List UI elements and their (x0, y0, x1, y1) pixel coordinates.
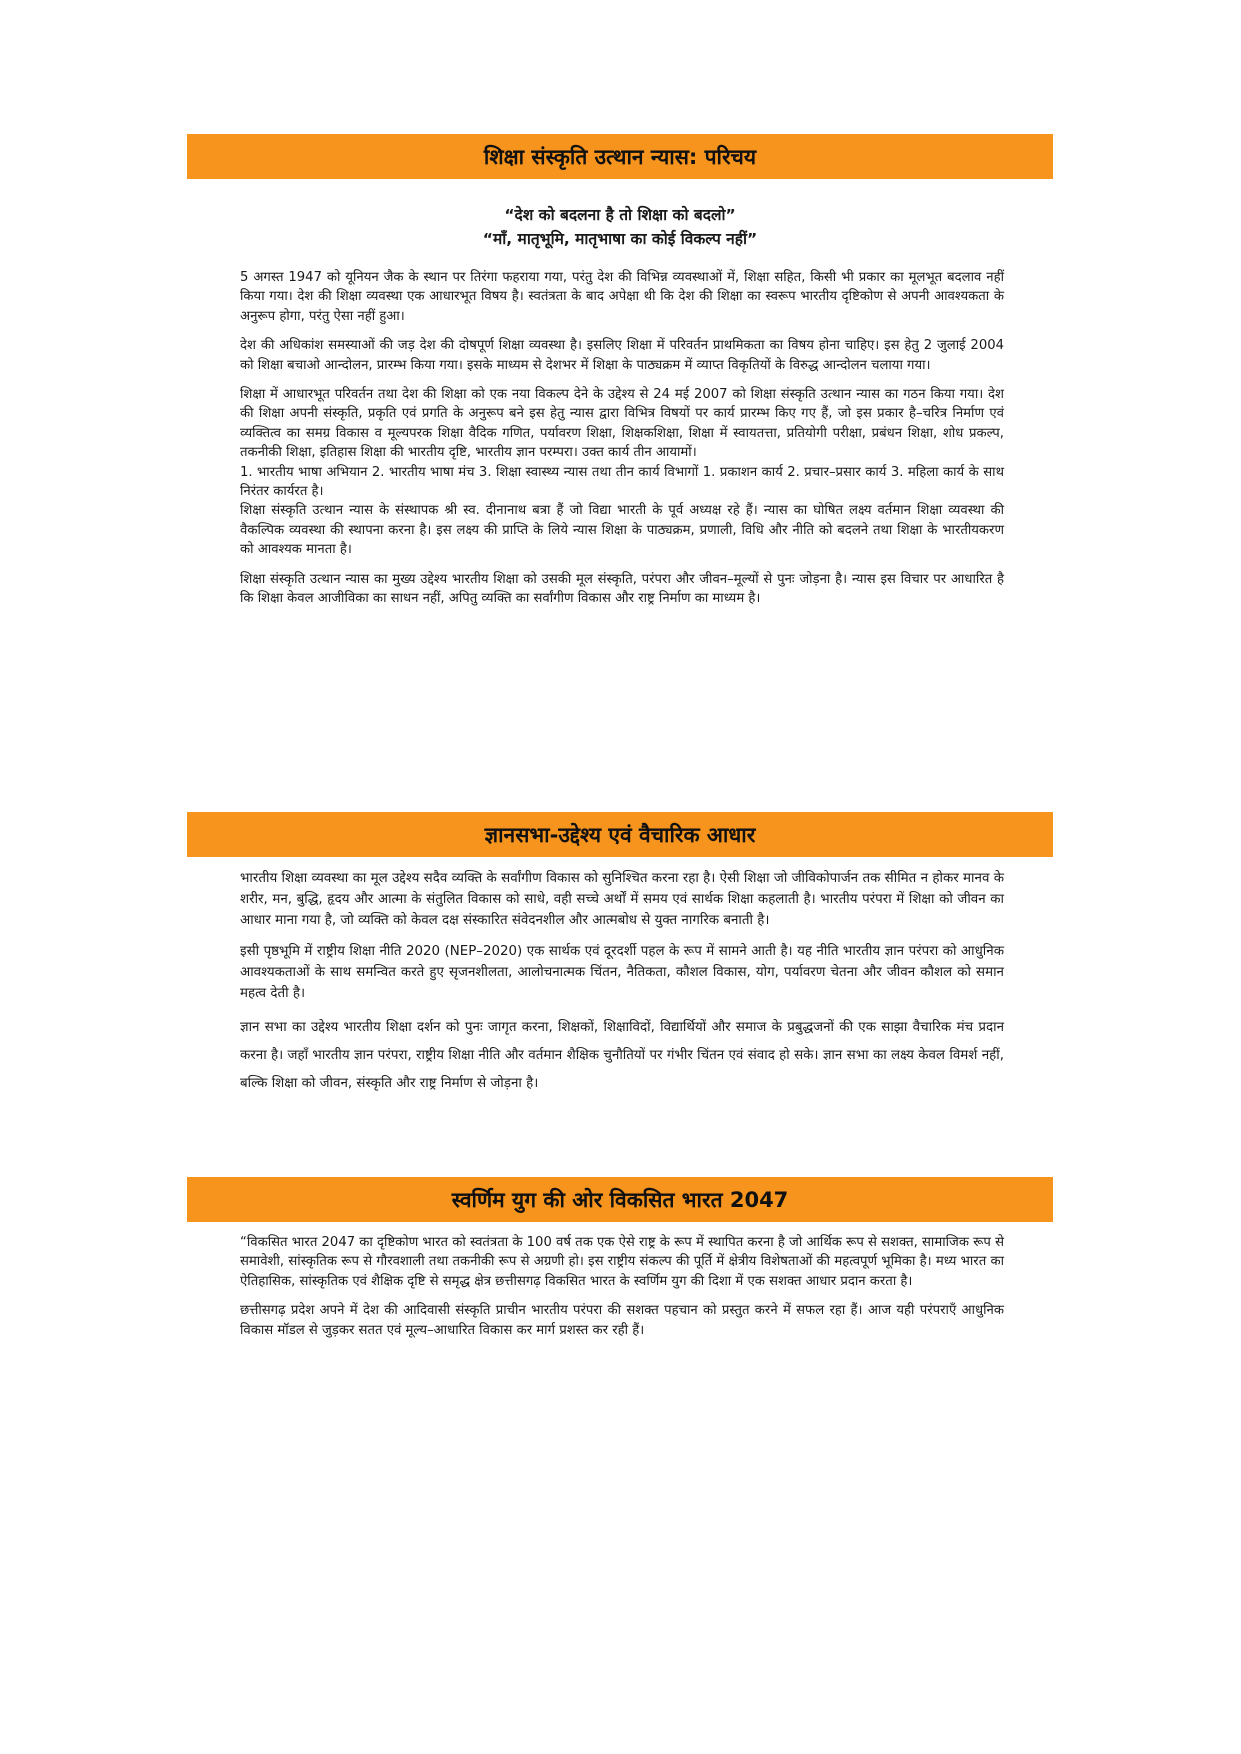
paragraph: छत्तीसगढ़ प्रदेश अपने में देश की आदिवासी संस्कृति प्राचीन भारतीय परंपरा की सशक्त पहचान को प्रस्तुत करने में सफल रहा हैं। आज यही परंपराएँ आधुनिक विकास मॉडल से जुड़कर सतत एवं मूल्य–आधारित विकास कर मार्ग प्रशस्त कर रही हैं। (240, 1303, 1004, 1338)
paragraph: “विकसित भारत 2047 का दृष्टिकोण भारत को स्वतंत्रता के 100 वर्ष तक एक ऐसे राष्ट्र के रूप में स्थापित करना है जो आर्थिक रूप से सशक्त, सामाजिक रूप से समावेशी, सांस्कृतिक रूप से गौरवशाली तथा तकनीकी रूप से अग्रणी हो। इस राष्ट्रीय संकल्प की पूर्ति में क्षेत्रीय विशेषताओं की महत्वपूर्ण भूमिका है। मध्य भारत का ऐतिहासिक, सांस्कृतिक एवं शैक्षिक दृष्टि से समृद्ध क्षेत्र छत्तीसगढ़ विकसित भारत के स्वर्णिम युग की दिशा में एक सशक्त आधार प्रदान करता है। (240, 1235, 1004, 1289)
paragraph: 5 अगस्त 1947 को यूनियन जैक के स्थान पर तिरंगा फहराया गया, परंतु देश की विभिन्न व्यवस्थाओं में, शिक्षा सहित, किसी भी प्रकार का मूलभूत बदलाव नहीं किया गया। देश की शिक्षा व्यवस्था एक आधारभूत विषय है। स्वतंत्रता के बाद अपेक्षा थी कि देश की शिक्षा का स्वरूप भारतीय दृष्टिकोण से अपनी आवश्यकता के अनुरूप होगा, परंतु ऐसा नहीं हुआ। (240, 270, 1004, 324)
section-banner-gyansabha (187, 812, 1053, 857)
paragraph: इसी पृष्ठभूमि में राष्ट्रीय शिक्षा नीति 2020 (NEP–2020) एक सार्थक एवं दूरदर्शी पहल के रूप में सामने आती है। यह नीति भारतीय ज्ञान परंपरा को आधुनिक आवश्यकताओं के साथ समन्वित करते हुए सृजनशीलता, आलोचनात्मक चिंतन, नैतिकता, कौशल विकास, योग, पर्यावरण चेतना और जीवन कौशल को समान महत्व देती है। (240, 944, 1004, 1001)
paragraph: शिक्षा संस्कृति उत्थान न्यास का मुख्य उद्देश्य भारतीय शिक्षा को उसकी मूल संस्कृति, परंपरा और जीवन–मूल्यों से पुनः जोड़ना है। न्यास इस विचार पर आधारित है कि शिक्षा केवल आजीविका का साधन नहीं, अपितु व्यक्ति का सर्वांगीण विकास और राष्ट्र निर्माण का माध्यम है। (240, 571, 1004, 607)
paragraph: देश की अधिकांश समस्याओं की जड़ देश की दोषपूर्ण शिक्षा व्यवस्था है। इसलिए शिक्षा में परिवर्तन प्राथमिकता का विषय होना चाहिए। इस हेतु 2 जुलाई 2004 को शिक्षा बचाओ आन्दोलन, प्रारम्भ किया गया। इसके माध्यम से देशभर में शिक्षा के पाठ्यक्रम में व्याप्त विकृतियों के विरुद्ध आन्दोलन चलाया गया। (240, 338, 1004, 373)
paragraph: 1. भारतीय भाषा अभियान 2. भारतीय भाषा मंच 3. शिक्षा स्वास्थ्य न्यास तथा तीन कार्य विभागों 1. प्रकाशन कार्य 2. प्रचार–प्रसार कार्य 3. महिला कार्य के साथ निरंतर कार्यरत है। (240, 464, 1004, 500)
quote-line: “देश को बदलना है तो शिक्षा को बदलो” (504, 206, 736, 224)
section-banner-introduction (187, 134, 1053, 179)
paragraph: शिक्षा संस्कृति उत्थान न्यास के संस्थापक श्री स्व. दीनानाथ बत्रा हैं जो विद्या भारती के पूर्व अध्यक्ष रहे हैं। न्यास का घोषित लक्ष्य वर्तमान शिक्षा व्यवस्था की वैकल्पिक व्यवस्था की स्थापना करना है। इस लक्ष्य की प्राप्ति के लिये न्यास शिक्षा के पाठ्यक्रम, प्रणाली, विधि और नीति को बदलने तथा शिक्षा के भारतीयकरण को आवश्यक मानता है। (240, 503, 1004, 558)
paragraph: ज्ञान सभा का उद्देश्य भारतीय शिक्षा दर्शन को पुनः जागृत करना, शिक्षकों, शिक्षाविदों, विद्यार्थियों और समाज के प्रबुद्धजनों की एक साझा वैचारिक मंच प्रदान करना है। जहाँ भारतीय ज्ञान परंपरा, राष्ट्रीय शिक्षा नीति और वर्तमान शैक्षिक चुनौतियों पर गंभीर चिंतन एवं संवाद हो सके। ज्ञान सभा का लक्ष्य केवल विमर्श नहीं, बल्कि शिक्षा को जीवन, संस्कृति और राष्ट्र निर्माण से जोड़ना है। (240, 1020, 1004, 1091)
section-heading: शिक्षा संस्कृति उत्थान न्यास: परिचय (483, 144, 757, 169)
paragraph: भारतीय शिक्षा व्यवस्था का मूल उद्देश्य सदैव व्यक्ति के सर्वांगीण विकास को सुनिश्चित करना रहा है। ऐसी शिक्षा जो जीविकोपार्जन तक सीमित न होकर मानव के शरीर, मन, बुद्धि, हृदय और आत्मा के संतुलित विकास को साधे, वही सच्चे अर्थों में समय एवं सार्थक शिक्षा कहलाती है। भारतीय परंपरा में शिक्षा को जीवन का आधार माना गया है, जो व्यक्ति को केवल दक्ष संस्कारित संवेदनशील और आत्मबोध से युक्त नागरिक बनाती है। (240, 871, 1004, 928)
motto-quotes (187, 203, 1053, 251)
section-viksit-bharat-body (240, 1233, 1004, 1350)
section-introduction-body (240, 268, 1004, 619)
section-heading: ज्ञानसभा-उद्देश्य एवं वैचारिक आधार (484, 822, 756, 847)
section-banner-viksit-bharat (187, 1177, 1053, 1222)
section-gyansabha-body (240, 868, 1004, 1108)
section-heading: स्वर्णिम युग की ओर विकसित भारत 2047 (451, 1187, 789, 1212)
paragraph: शिक्षा में आधारभूत परिवर्तन तथा देश की शिक्षा को एक नया विकल्प देने के उद्देश्य से 24 मई 2007 को शिक्षा संस्कृति उत्थान न्यास का गठन किया गया। देश की शिक्षा अपनी संस्कृति, प्रकृति एवं प्रगति के अनुरूप बने इस हेतु न्यास द्वारा विभित्र विषयों पर कार्य प्रारम्भ किए गए हैं, जो इस प्रकार है–चरित्र निर्माण एवं व्यक्तित्व का समग्र विकास व मूल्यपरक शिक्षा वैदिक गणित, पर्यावरण शिक्षा, शिक्षकशिक्षा, शिक्षा में स्वायतत्ता, प्रतियोगी परीक्षा, प्रबंधन शिक्षा, शोध प्रकल्प, तकनीकी शिक्षा, इतिहास शिक्षा की भारतीय दृष्टि, भारतीय ज्ञान परम्परा। उक्त कार्य तीन आयामों। (240, 387, 1004, 461)
quote-line: “माँ, मातृभूमि, मातृभाषा का कोई विकल्प नहीं” (482, 230, 758, 248)
